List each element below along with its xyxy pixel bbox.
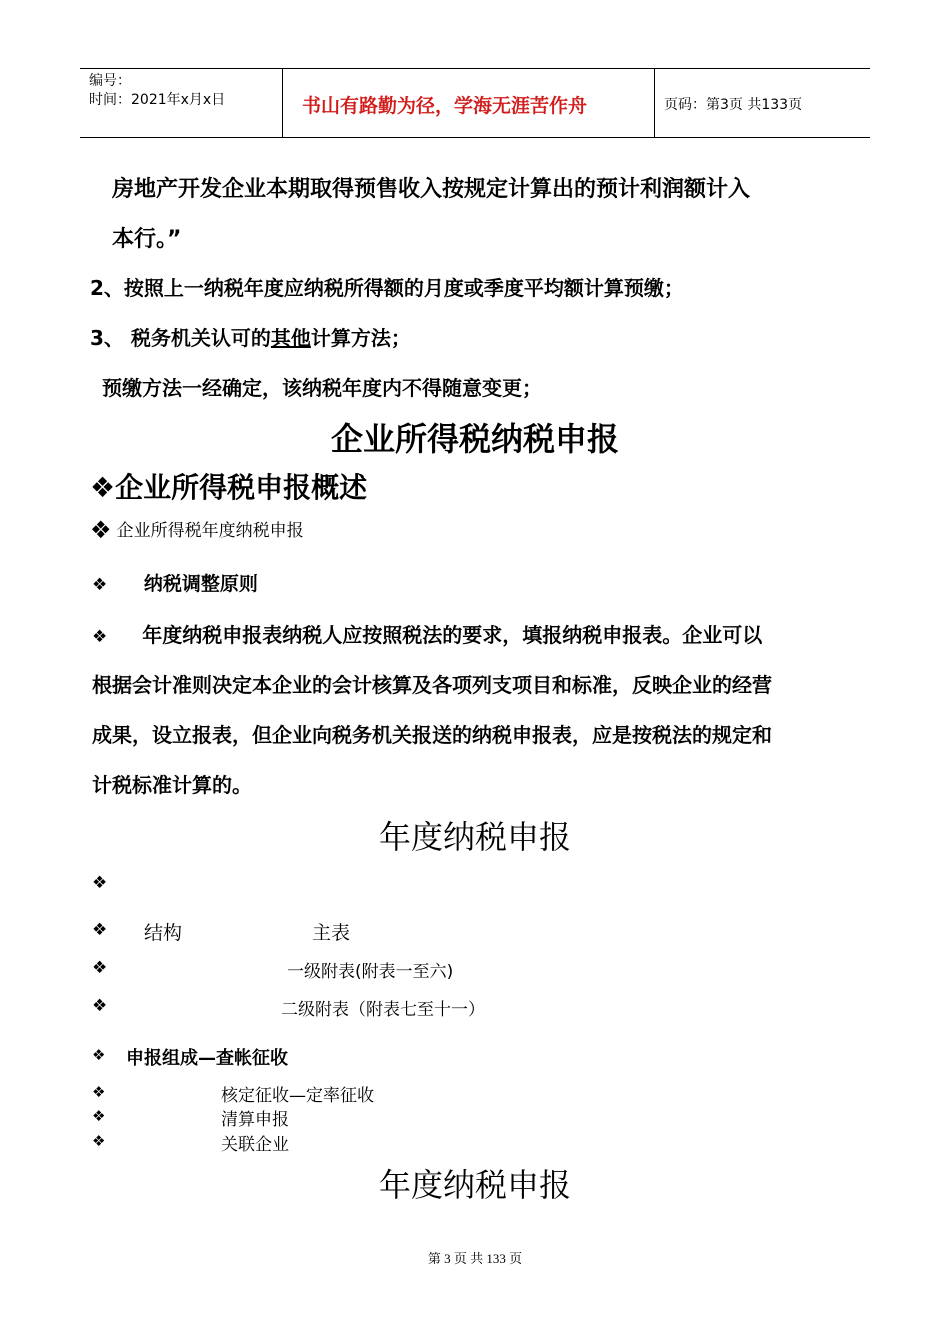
composition-item: 关联企业	[221, 1135, 289, 1155]
diamond-bullet-icon: ❖	[92, 996, 108, 1016]
method-item-3-prefix: 3、 税务机关认可的	[90, 326, 271, 350]
header-divider	[282, 69, 283, 137]
composition-item: 核定征收—定率征收	[221, 1086, 374, 1106]
diamond-bullet-icon: ❖	[92, 627, 108, 647]
method-item-3-underlined: 其他	[270, 326, 311, 350]
structure-label: 结构	[144, 922, 183, 944]
diamond-bullet-icon: ❖	[92, 1083, 106, 1101]
method-item-2: 2、按照上一纳税年度应纳税所得额的月度或季度平均额计算预缴；	[90, 276, 684, 300]
header-page-info: 页码：第3页 共133页	[664, 97, 803, 113]
page-footer: 第 3 页 共 133 页	[427, 1251, 523, 1266]
subsection-heading	[90, 466, 367, 506]
diamond-bullet-icon: ❖	[92, 1046, 106, 1064]
diamond-bullet-icon: ❖	[92, 958, 108, 978]
diamond-bullet-icon: ❖	[92, 920, 108, 940]
document-header	[80, 68, 870, 138]
paragraph-line: 成果，设立报表，但企业向税务机关报送的纳税申报表，应是按税法的规定和	[92, 723, 772, 747]
diamond-bullet-icon: ❖	[90, 471, 116, 504]
method-note: 预缴方法一经确定，该纳税年度内不得随意变更；	[102, 376, 542, 400]
diamond-bullet-icon: ❖	[90, 516, 112, 544]
list-item	[92, 569, 258, 596]
structure-main-table: 主表	[312, 922, 351, 944]
subsection-heading-text: 企业所得税申报概述	[115, 471, 368, 504]
header-divider	[654, 69, 655, 137]
diamond-bullet-icon: ❖	[92, 1132, 106, 1150]
paragraph-line: 房地产开发企业本期取得预售收入按规定计算出的预计利润额计入	[112, 177, 751, 202]
list-item-text: 企业所得税年度纳税申报	[116, 521, 304, 541]
number-label: 编号：	[89, 73, 131, 89]
section-title: 年度纳税申报	[378, 1166, 571, 1204]
method-item-3	[90, 322, 411, 351]
composition-label: 申报组成—查帐征收	[126, 1048, 288, 1069]
paragraph-line: 根据会计准则决定本企业的会计核算及各项列支项目和标准，反映企业的经营	[92, 673, 772, 697]
composition-item: 清算申报	[221, 1110, 289, 1130]
paragraph-line-text: 年度纳税申报表纳税人应按照税法的要求，填报纳税申报表。企业可以	[142, 623, 763, 647]
header-motto: 书山有路勤为径，学海无涯苦作舟	[302, 95, 588, 117]
time-label: 时间：2021年x月x日	[89, 92, 226, 108]
header-meta	[89, 72, 225, 110]
paragraph-line	[92, 619, 762, 648]
structure-level2: 二级附表（附表七至十一）	[281, 1000, 485, 1020]
structure-level1: 一级附表(附表一至六)	[287, 962, 454, 982]
paragraph-line: 计税标准计算的。	[92, 773, 252, 797]
diamond-bullet-icon: ❖	[92, 873, 108, 893]
section-title: 年度纳税申报	[378, 818, 571, 856]
paragraph-line: 本行。”	[112, 227, 182, 252]
list-item-text: 纳税调整原则	[143, 573, 258, 595]
diamond-bullet-icon: ❖	[92, 1107, 106, 1125]
diamond-bullet-icon: ❖	[92, 575, 108, 595]
section-title: 企业所得税纳税申报	[330, 420, 619, 458]
method-item-3-suffix: 计算方法；	[310, 326, 411, 350]
list-item	[90, 516, 304, 544]
